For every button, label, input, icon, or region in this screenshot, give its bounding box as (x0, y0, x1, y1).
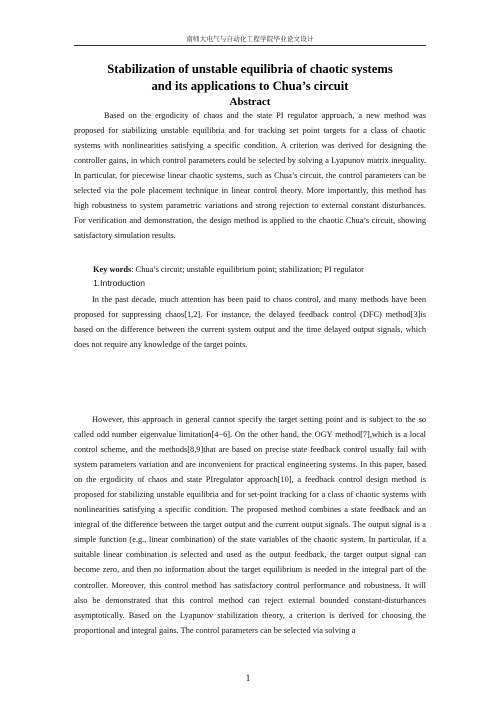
introduction-paragraph-1: In the past decade, much attention has been paid to chaos control, and many methods have been proposed for suppressing chaos[1,2]. For instance, the delayed feedback control (DFC) method[3]is based on the difference between the current system output and the time delayed output signals, which does not require any knowledge of the target points. (74, 295, 426, 350)
paper-title-line-2: and its applications to Chua’s circuit (151, 79, 349, 93)
keywords-text: : Chua’s circuit; unstable equilibrium point; stabilization; PI regulator (131, 265, 364, 274)
introduction-paragraph-2: However, this approach in general cannot specify the target setting point and is subject to the so called odd number eigenvalue limitation[4−6]. On the other hand, the OGY method[7],which is a local control scheme, and the methods[8,9]that are based on precise state feedback control usually fail with system parameters variation and are inconvenient for practical engineering systems. In this paper, based on the ergodicity of chaos and state PIregulator approach[10], a feedback control design method is proposed for stabilizing unstable equilibria and for set-point tracking for a class of chaotic systems with nonlinearities satisfying a specific condition. The proposed method combines a state feedback and an integral of the difference between the target output and the current output signals. The output signal is a simple function (e.g., linear combination) of the state variables of the chaotic system. In particular, if a suitable linear combination is selected and used as the output feedback, the target output signal can become zero, and then no information about the target equilibrium is needed in the integral part of the controller. Moreover, this control method has satisfactory control performance and robustness. It will also be demonstrated that this control method can reject external bounded constant-disturbances asymptotically. Based on the Lyapunov stabilization theory, a criterion is derived for choosing the proportional and integral gains. The control parameters can be selected via solving a (74, 415, 426, 635)
page-header: 南师大电气与自动化工程学院毕业论文设计 (186, 35, 314, 43)
paper-title-line-1: Stabilization of unstable equilibria of chaotic systems (107, 62, 393, 76)
header-rule (74, 45, 426, 46)
keywords-line (93, 262, 426, 277)
keywords-label: Key words (93, 265, 132, 274)
abstract-text: Based on the ergodicity of chaos and the state PI regulator approach, a new method was proposed for stabilizing unstable equilibria and for tracking set point targets for a class of chaotic systems with nonlinearities satisfying a specific condition. A criterion was derived for designing the controller gains, in which control parameters could be selected by solving a Lyapunov matrix inequality. In particular, for piecewise linear chaotic systems, such as Chua’s circuit, the control parameters can be selected via the pole placement technique in linear control theory. More importantly, this method has high robustness to system parametric variations and strong rejection to external constant disturbances. For verification and demonstration, the design method is applied to the chaotic Chua’s circuit, showing satisfactory simulation results. (74, 111, 426, 241)
page-number: 1 (245, 673, 251, 683)
abstract-heading: Abstract (229, 96, 271, 108)
introduction-heading: 1.Introduction (93, 278, 146, 288)
